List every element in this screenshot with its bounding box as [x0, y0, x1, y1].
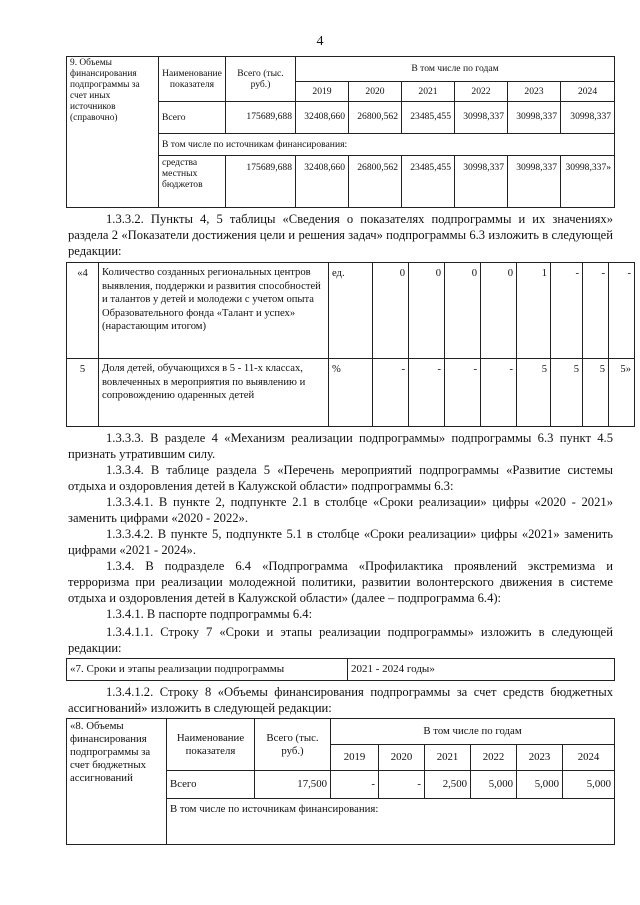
cell-value: - [551, 263, 583, 359]
col-total-header: Всего (тыс. руб.) [255, 719, 331, 771]
cell-value: - [609, 263, 635, 359]
years-header: В том числе по годам [296, 57, 615, 82]
cell-value: 30998,337 [561, 102, 615, 133]
cell-value: 5» [609, 359, 635, 427]
cell-value: 0 [373, 263, 409, 359]
cell-value: 5 [517, 359, 551, 427]
cell-value: 23485,455 [402, 156, 455, 208]
cell-value: 32408,660 [296, 102, 349, 133]
cell-value: 0 [445, 263, 481, 359]
cell-value: 0 [481, 263, 517, 359]
year-header: 2022 [471, 745, 517, 771]
paragraph: 1.3.4.1. В паспорте подпрограммы 6.4: [106, 607, 313, 621]
paragraph: 1.3.3.4.2. В пункте 5, подпункте 5.1 в столбце «Сроки реализации» цифры «2021» заменить цифрами «2021 - 2024». [68, 527, 613, 557]
cell-value: 5,000 [471, 771, 517, 799]
page-number: 4 [316, 34, 324, 49]
cell-value: 26800,562 [349, 156, 402, 208]
row-label: «8. Объемы финансирования подпрограммы за счет бюджетных ассигнований [67, 719, 167, 845]
cell-value: - [409, 359, 445, 427]
row-number: «4 [67, 263, 99, 359]
terms-value: 2021 - 2024 годы» [348, 659, 615, 681]
col-total-header: Всего (тыс. руб.) [226, 57, 296, 102]
cell-value: - [481, 359, 517, 427]
years-header: В том числе по годам [331, 719, 615, 745]
cell-value: - [331, 771, 379, 799]
row-label: 9. Объемы финансирования подпрограммы за счет иных источников (справочно) [67, 57, 159, 208]
year-header: 2019 [331, 745, 379, 771]
cell-value: 32408,660 [296, 156, 349, 208]
paragraph: 1.3.4. В подразделе 6.4 «Подпрограмма «Профилактика проявлений экстремизма и терроризма при реализации молодежной политики, развитии волонтерского движения в системе отдыха и оздоровления детей в Калужской области» (далее – подпрограмма 6.4): [68, 559, 613, 605]
financing-budget-table [66, 718, 615, 845]
paragraph: 1.3.4.1.1. Строку 7 «Сроки и этапы реализации подпрограммы» изложить в следующей редакции: [68, 625, 613, 655]
cell-value: 26800,562 [349, 102, 402, 133]
year-header: 2023 [517, 745, 563, 771]
year-header: 2021 [425, 745, 471, 771]
terms-table [66, 658, 615, 681]
cell-value: 5 [583, 359, 609, 427]
terms-label: «7. Сроки и этапы реализации подпрограммы [67, 659, 348, 681]
cell-value: 30998,337 [508, 102, 561, 133]
year-header: 2021 [402, 81, 455, 102]
indicator-name: Доля детей, обучающихся в 5 - 11-х классах, вовлеченных в мероприятия по выявлению и сопровождению одаренных детей [99, 359, 329, 427]
row-local-label: средства местных бюджетов [159, 156, 226, 208]
financing-other-sources-table [66, 56, 615, 208]
year-header: 2024 [563, 745, 615, 771]
year-header: 2019 [296, 81, 349, 102]
paragraph: 1.3.3.3. В разделе 4 «Механизм реализации подпрограммы» подпрограммы 6.3 пункт 4.5 признать утратившим силу. [68, 431, 613, 461]
cell-value: 30998,337» [561, 156, 615, 208]
sources-header: В том числе по источникам финансирования: [159, 133, 615, 156]
col-name-header: Наименование показателя [159, 57, 226, 102]
paragraph: 1.3.3.2. Пункты 4, 5 таблицы «Сведения о показателях подпрограммы и их значениях» раздела 2 «Показатели достижения цели и решения задач» подпрограммы 6.3 изложить в следующей редакции: [68, 212, 613, 258]
year-header: 2020 [349, 81, 402, 102]
col-name-header: Наименование показателя [167, 719, 255, 771]
cell-value: 0 [409, 263, 445, 359]
cell-value: - [373, 359, 409, 427]
cell-value: 1 [517, 263, 551, 359]
cell-value: 5 [551, 359, 583, 427]
cell-value: 30998,337 [455, 156, 508, 208]
indicator-name: Количество созданных региональных центров выявления, поддержки и развития способностей и талантов у детей и молодежи с учетом опыта Образовательного фонда «Талант и успех» (нарастающим итогом) [99, 263, 329, 359]
cell-value: 5,000 [563, 771, 615, 799]
cell-value: 2,500 [425, 771, 471, 799]
cell-value: 30998,337 [455, 102, 508, 133]
cell-value: 5,000 [517, 771, 563, 799]
year-header: 2020 [379, 745, 425, 771]
cell-value: 175689,688 [226, 156, 296, 208]
cell-value: 30998,337 [508, 156, 561, 208]
cell-value: - [379, 771, 425, 799]
row-total-label: Всего [167, 771, 255, 799]
indicators-table [66, 262, 635, 427]
paragraph: 1.3.3.4. В таблице раздела 5 «Перечень мероприятий подпрограммы «Развитие системы отдыха и оздоровления детей в Калужской области» подпрограммы 6.3: [68, 463, 613, 493]
cell-value: - [445, 359, 481, 427]
unit: ед. [329, 263, 373, 359]
paragraph: 1.3.3.4.1. В пункте 2, подпункте 2.1 в столбце «Сроки реализации» цифры «2020 - 2021» заменить цифрами «2020 - 2022». [68, 495, 613, 525]
cell-value: - [583, 263, 609, 359]
sources-header: В том числе по источникам финансирования: [167, 799, 615, 845]
row-total-label: Всего [159, 102, 226, 133]
unit: % [329, 359, 373, 427]
cell-value: 23485,455 [402, 102, 455, 133]
cell-value: 175689,688 [226, 102, 296, 133]
year-header: 2023 [508, 81, 561, 102]
row-number: 5 [67, 359, 99, 427]
year-header: 2022 [455, 81, 508, 102]
cell-value: 17,500 [255, 771, 331, 799]
paragraph: 1.3.4.1.2. Строку 8 «Объемы финансирования подпрограммы за счет средств бюджетных ассигнований» изложить в следующей редакции: [68, 685, 613, 715]
year-header: 2024 [561, 81, 615, 102]
